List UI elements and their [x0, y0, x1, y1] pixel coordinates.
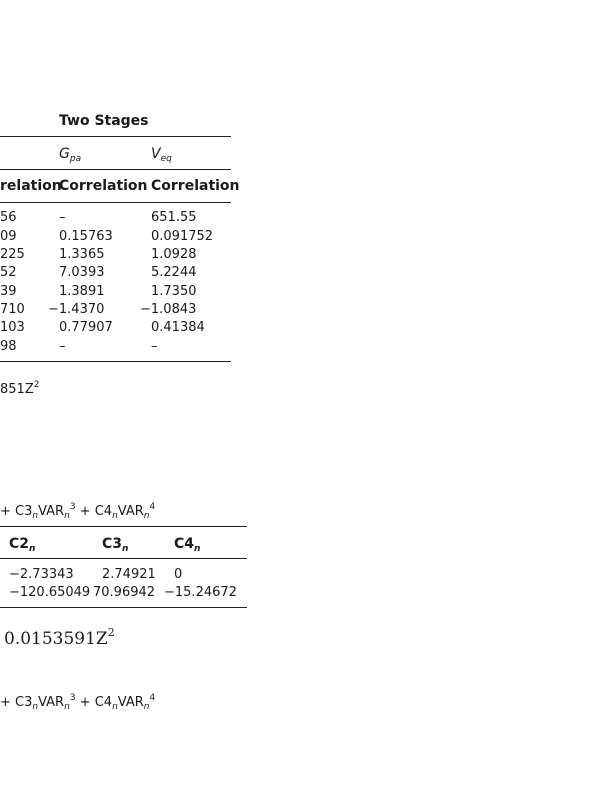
table1-subheader-1: relation — [0, 178, 62, 194]
table1-cell: 0.77907 — [59, 320, 113, 335]
table1-rule-mid — [0, 169, 231, 170]
table1-cell: 0.41384 — [151, 320, 205, 335]
table2-cell: 0 — [174, 567, 183, 582]
table1-subheader-3: Correlation — [151, 178, 240, 194]
table1-header-gpa: $G_{pa}$ — [59, 146, 82, 164]
table1-rule-top — [0, 136, 231, 137]
table1-cell: 1.3365 — [59, 247, 105, 262]
equation-fragment-2: + $C3_nVAR_n^3 + C4_nVAR_n^4$ — [0, 502, 156, 521]
table1-subheader-2: Correlation — [59, 178, 148, 194]
table1-cell: 103 — [0, 320, 25, 335]
table1-cell: 09 — [0, 229, 17, 244]
table1-rule-header-bottom — [0, 202, 231, 203]
table1-cell: 1.7350 — [151, 284, 197, 299]
table2-cell: 70.96942 — [93, 585, 156, 600]
table1-cell: −1.0843 — [140, 302, 197, 317]
table1-cell: 39 — [0, 284, 17, 299]
table2-rule-top — [0, 526, 247, 527]
table2-cell: −2.73343 — [9, 567, 74, 582]
table1-cell: – — [59, 210, 66, 225]
equation-fragment-3: $0.0153591Z^2$ — [4, 626, 115, 649]
table2-cell: −15.24672 — [164, 585, 237, 600]
table1-cell: – — [59, 339, 66, 354]
table1-cell: 1.0928 — [151, 247, 197, 262]
table1-cell: 7.0393 — [59, 265, 105, 280]
table1-cell: 98 — [0, 339, 17, 354]
table2-cell: −120.65049 — [9, 585, 91, 600]
table1-cell: 1.3891 — [59, 284, 105, 299]
table1-cell: – — [151, 339, 158, 354]
table1-group-title: Two Stages — [59, 113, 149, 129]
table2-rule-bottom — [0, 607, 247, 608]
table1-cell: 56 — [0, 210, 17, 225]
table1-cell: 52 — [0, 265, 17, 280]
table1-cell: −1.4370 — [48, 302, 105, 317]
table1-rule-bottom — [0, 361, 231, 362]
table1-cell: 710 — [0, 302, 25, 317]
table2-header-c3: $C3_n$ — [102, 536, 129, 554]
table1-header-veq: $V_{eq}$ — [151, 146, 172, 164]
table1-cell: 5.2244 — [151, 265, 197, 280]
table1-cell: 225 — [0, 247, 25, 262]
table2-header-c4: $C4_n$ — [174, 536, 201, 554]
equation-fragment-1: $851Z^2$ — [0, 380, 40, 397]
table2-rule-mid — [0, 558, 247, 559]
table1-cell: 651.55 — [151, 210, 197, 225]
table1-cell: 0.15763 — [59, 229, 113, 244]
equation-fragment-4: + $C3_nVAR_n^3 + C4_nVAR_n^4$ — [0, 693, 156, 712]
table2-cell: 2.74921 — [102, 567, 156, 582]
table1-cell: 0.091752 — [151, 229, 214, 244]
table2-header-c2: $C2_n$ — [9, 536, 36, 554]
